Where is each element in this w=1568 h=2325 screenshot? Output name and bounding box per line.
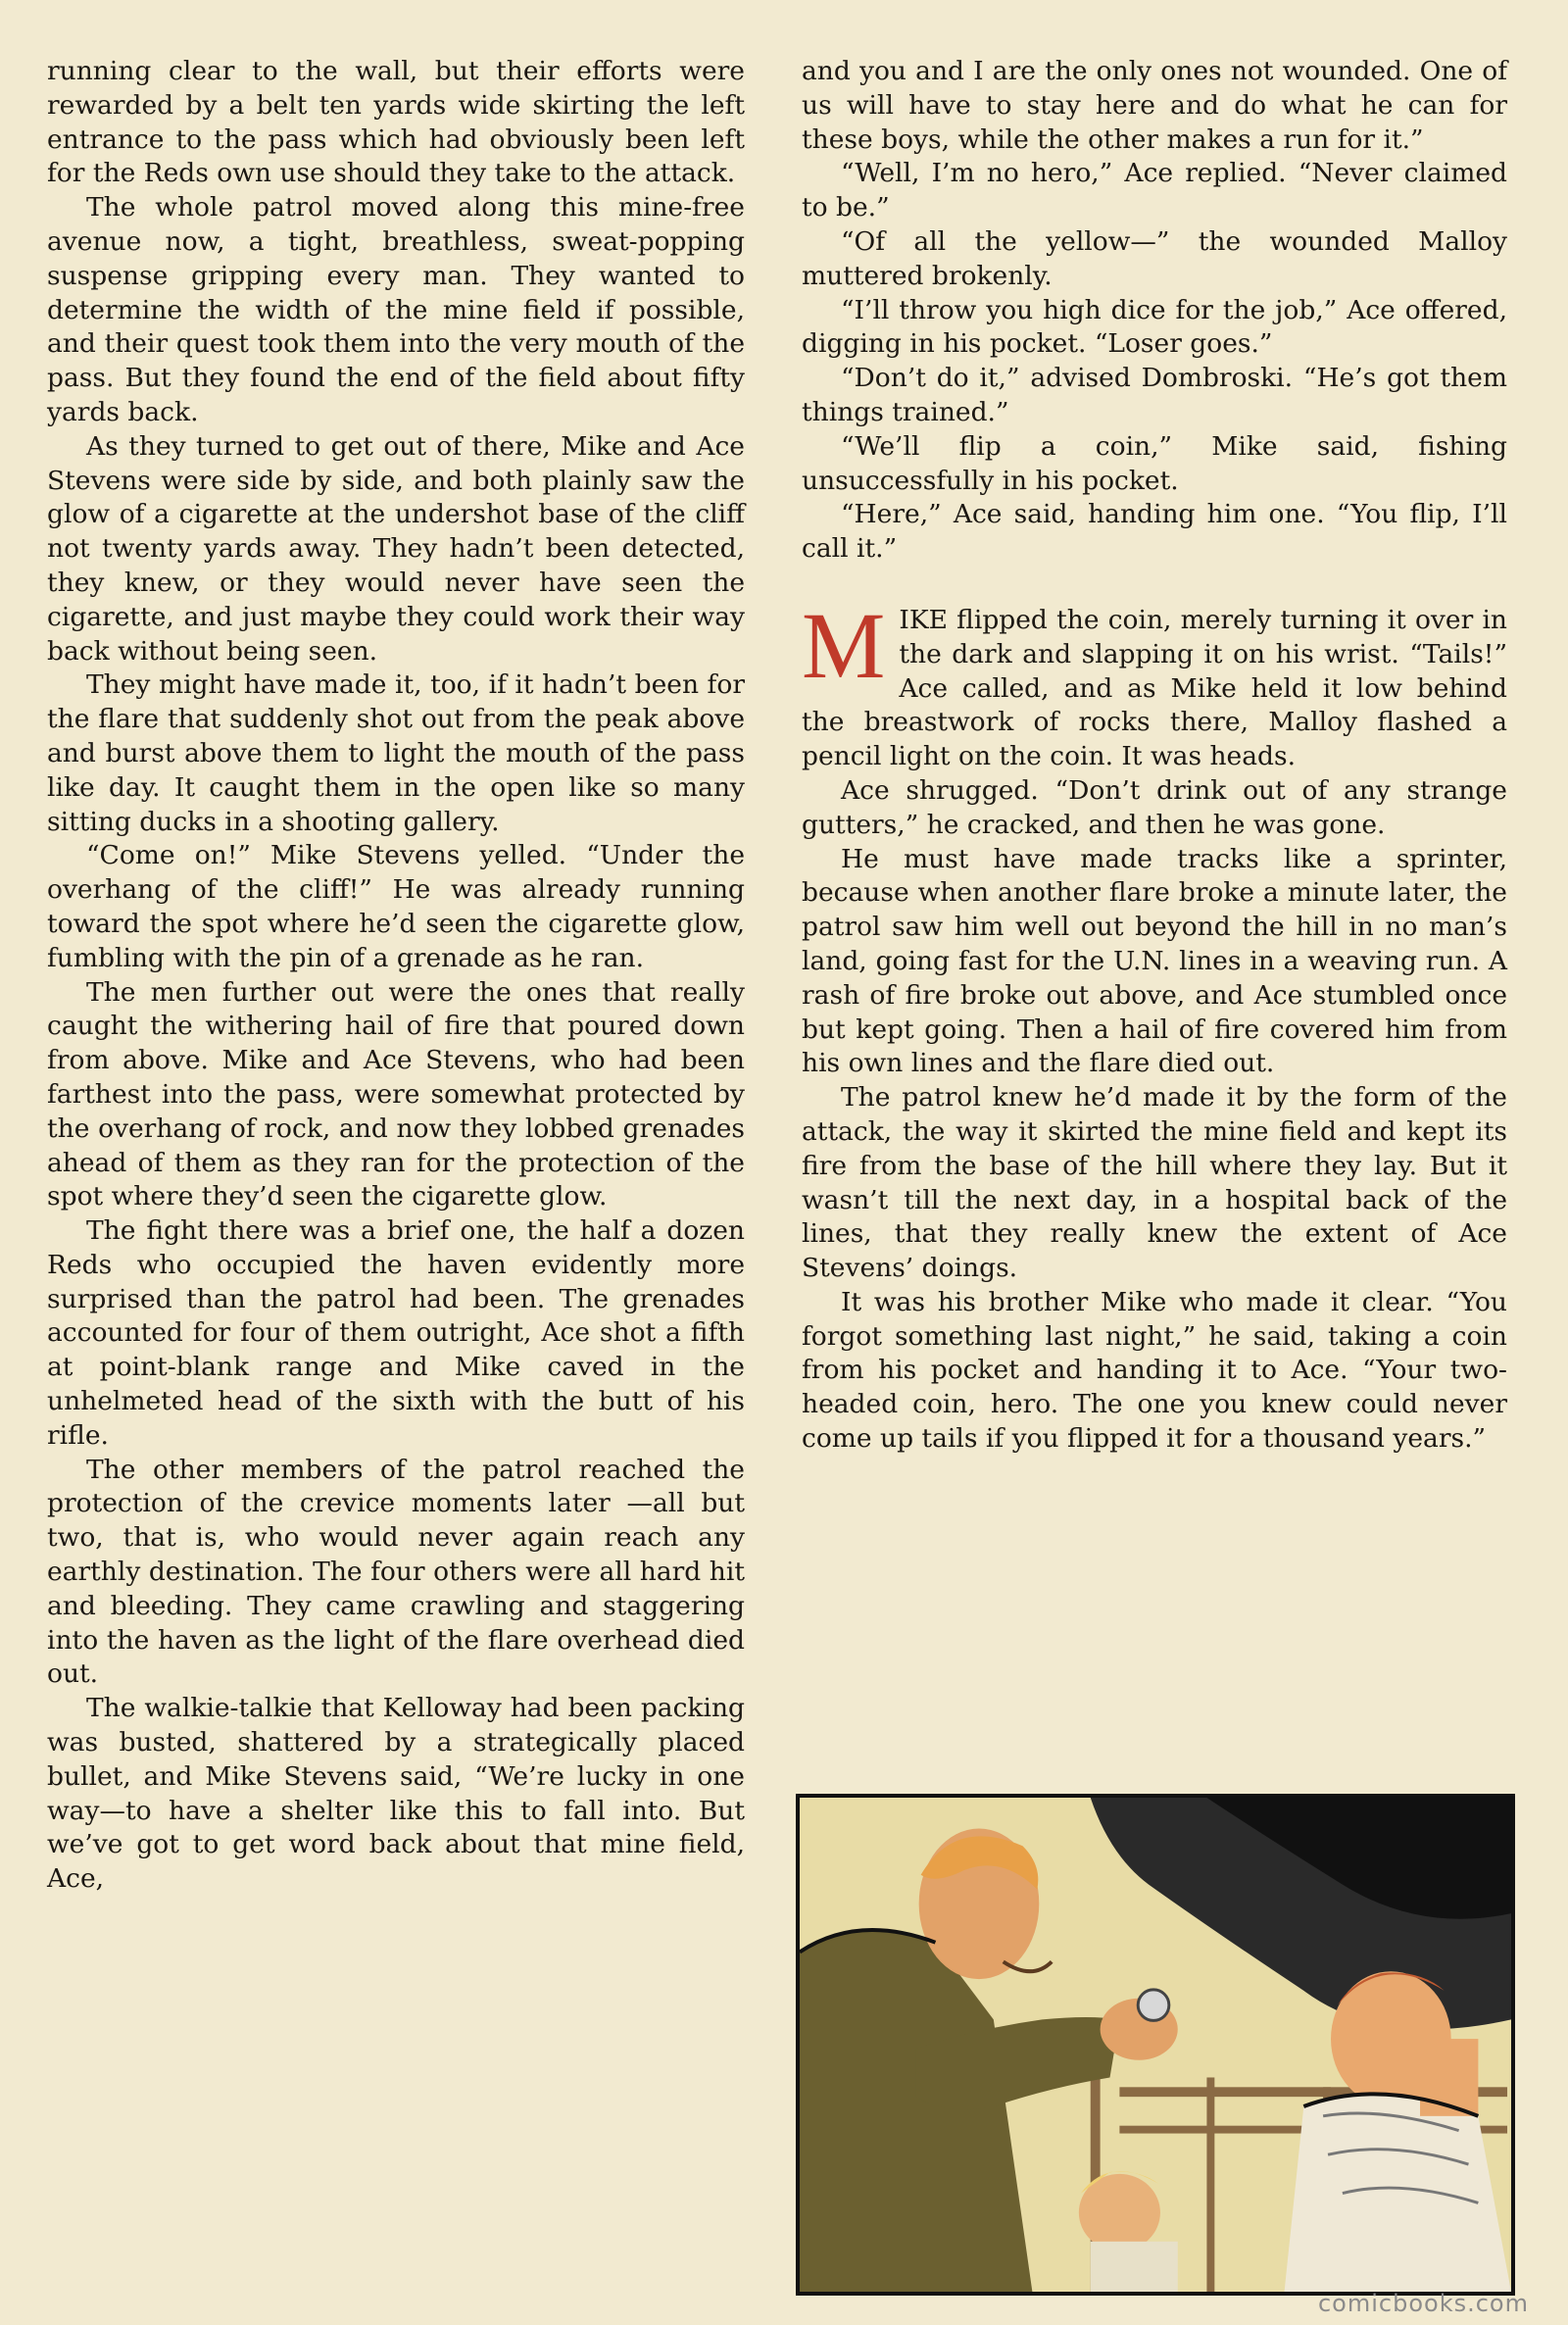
- paragraph: “I’ll throw you high dice for the job,” Ace offered, digging in his pocket. “Loser goes.”: [802, 294, 1507, 360]
- left-text-column: [47, 55, 745, 2300]
- illustration-art: [800, 1798, 1511, 2292]
- paragraph: “Well, I’m no hero,” Ace replied. “Never claimed to be.”: [802, 158, 1507, 223]
- dropcap-paragraph-text: IKE flipped the coin, merely turning it over in the dark and slapping it on his wrist. “Tails!” Ace called, and as Mike held it low behind the breastwork of rocks there, Malloy flashed a pencil light on the coin. It was heads.: [802, 604, 1507, 772]
- paragraph: “Here,” Ace said, handing him one. “You flip, I’ll call it.”: [802, 499, 1507, 565]
- paragraph: As they turned to get out of there, Mike and Ace Stevens were side by side, and both plainly saw the glow of a cigarette at the undershot base of the cliff not twenty yards away. They hadn’t been detected, they knew, or they would never have seen the cigarette, and just maybe they could work their way back without being seen.: [47, 430, 745, 667]
- paragraph: The patrol knew he’d made it by the form of the attack, the way it skirted the mine field and kept its fire from the base of the hill where they lay. But it wasn’t till the next day, in a hospital back of the lines, that they really knew the extent of Ace Stevens’ doings.: [802, 1082, 1507, 1284]
- paragraph: It was his brother Mike who made it clear. “You forgot something last night,” he said, taking a coin from his pocket and handing it to Ace. “Your two-headed coin, hero. The one you knew could never come up tails if you flipped it for a thousand years.”: [802, 1286, 1507, 1455]
- paragraph: The walkie-talkie that Kelloway had been packing was busted, shattered by a strategically placed bullet, and Mike Stevens said, “We’re lucky in one way—to have a shelter like this to fall into. But we’ve got to get word back about that mine field, Ace,: [47, 1693, 745, 1895]
- paragraph: He must have made tracks like a sprinter, because when another flare broke a minute later, the patrol saw him well out beyond the hill in no man’s land, going fast for the U.N. lines in a weaving run. A rash of fire broke out above, and Ace stumbled once but kept going. Then a hail of fire covered him from his own lines and the flare died out.: [802, 843, 1507, 1079]
- hospital-coin-scene-illustration: [796, 1794, 1515, 2296]
- drop-cap-letter: M: [802, 592, 886, 698]
- paragraph: Ace shrugged. “Don’t drink out of any strange gutters,” he cracked, and then he was gone.: [802, 774, 1507, 840]
- paragraph: “Don’t do it,” advised Dombroski. “He’s got them things trained.”: [802, 363, 1507, 427]
- paragraph: “We’ll flip a coin,” Mike said, fishing unsuccessfully in his pocket.: [802, 430, 1507, 496]
- paragraph: “Of all the yellow—” the wounded Malloy muttered brokenly.: [802, 225, 1507, 291]
- paragraph: They might have made it, too, if it hadn’t been for the flare that suddenly shot out from the peak above and burst above them to light the mouth of the pass like day. It caught them in the open like so many sitting ducks in a shooting gallery.: [47, 669, 745, 837]
- paragraph: “Come on!” Mike Stevens yelled. “Under the overhang of the cliff!” He was already running toward the spot where he’d seen the cigarette glow, fumbling with the pin of a grenade as he ran.: [47, 840, 745, 973]
- dropcap-paragraph: [802, 592, 1507, 774]
- paragraph: The men further out were the ones that really caught the withering hail of fire that poured down from above. Mike and Ace Stevens, who had been farthest into the pass, were somewhat protected by the overhang of rock, and now they lobbed grenades ahead of them as they ran for the protection of the spot where they’d seen the cigarette glow.: [47, 976, 745, 1212]
- watermark-text: comicbooks.com: [1317, 2290, 1529, 2317]
- paragraph: The other members of the patrol reached the protection of the crevice moments later —all but two, that is, who would never again reach any earthly destination. The four others were all hard hit and bleeding. They came crawling and staggering into the haven as the light of the flare overhead died out.: [47, 1454, 745, 1690]
- paragraph: The whole patrol moved along this mine-free avenue now, a tight, breathless, sweat-popping suspense gripping every man. They wanted to determine the width of the mine field if possible, and their quest took them into the very mouth of the pass. But they found the end of the field about fifty yards back.: [47, 192, 745, 427]
- paragraph: The fight there was a brief one, the half a dozen Reds who occupied the haven evidently more surprised than the patrol had been. The grenades accounted for four of them outright, Ace shot a fifth at point-blank range and Mike caved in the unhelmeted head of the sixth with the butt of his rifle.: [47, 1215, 745, 1451]
- paragraph: running clear to the wall, but their efforts were rewarded by a belt ten yards wide skirting the left entrance to the pass which had obviously been left for the Reds own use should they take to the attack.: [47, 56, 745, 189]
- paragraph: and you and I are the only ones not wounded. One of us will have to stay here and do what he can for these boys, while the other makes a run for it.”: [802, 56, 1507, 155]
- right-text-column: [802, 55, 1507, 1809]
